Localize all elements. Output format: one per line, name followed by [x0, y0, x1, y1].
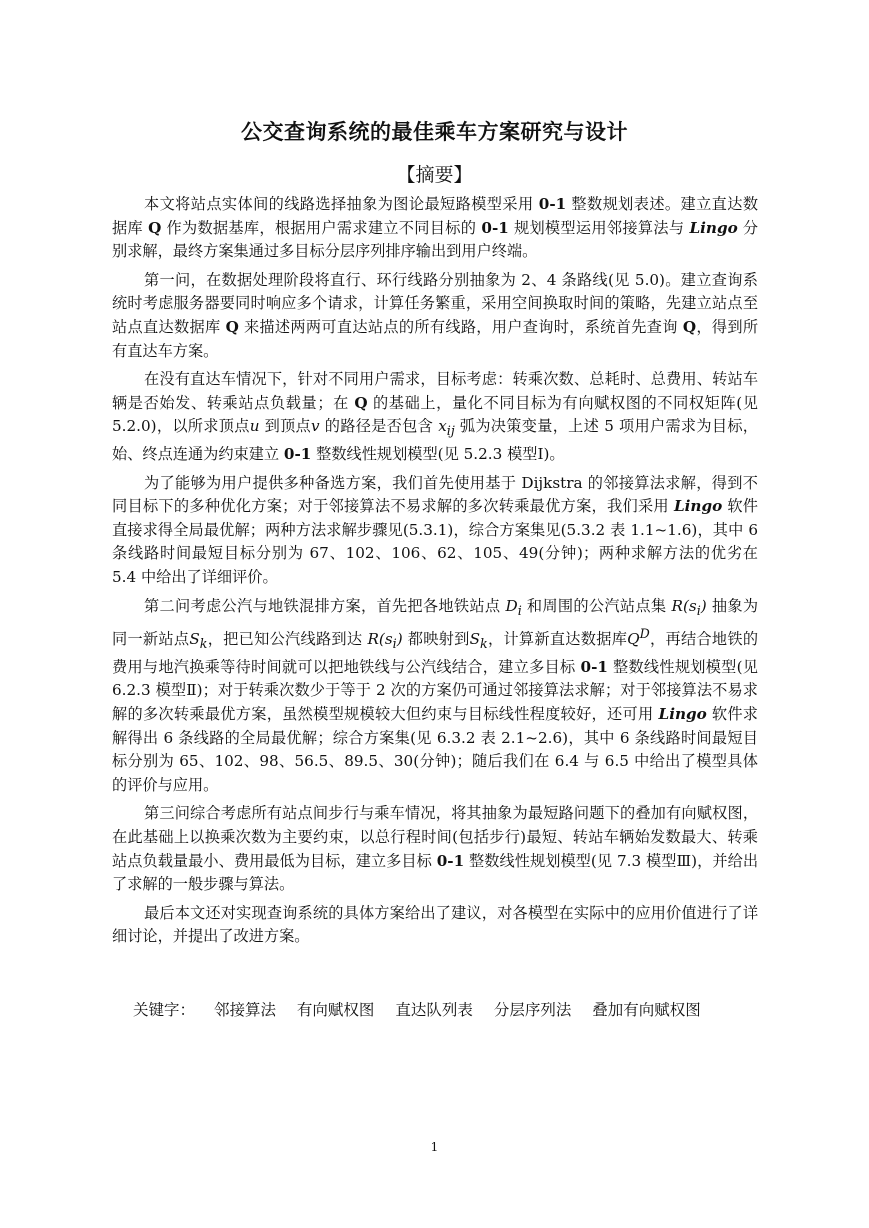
- bold-term: 0-1: [580, 657, 608, 676]
- text-run: 软件直接求得全局最优解；两种方法求解步骤见(5.3.1)，综合方案集见(5.3.2 表 1.1~1.6)，其中 6 条线路时间最短目标分别为 67、102、106、62、105、49(分钟)；两种求解方法的优劣在 5.4 中给出了详细评价。: [112, 497, 758, 586]
- text-run: 的路径是否包含: [319, 417, 439, 436]
- text-run: 来描述两两可直达站点的所有线路，用户查询时，系统首先查询: [238, 317, 683, 336]
- bold-term: 0-1: [538, 195, 567, 213]
- text-run: 整数线性规划模型(见 6.2.3 模型Ⅱ)；对于转乘次数少于等于 2 次的方案仍可通过邻接算法求解；对于邻接算法不易求解的多次转乘最优方案，虽然模型规模较大但约束与目标线性程度较好，还可用: [112, 657, 758, 724]
- software-name: Lingo: [689, 218, 738, 237]
- math-variable: [469, 630, 488, 652]
- math-symbol: S: [189, 630, 200, 649]
- text-run: 作为数据基库，根据用户需求建立不同目标的: [161, 218, 482, 237]
- text-run: ，计算新直达数据库: [487, 630, 628, 649]
- abstract-paragraph-7: [112, 902, 758, 949]
- text-run: 的基础上，量化不同目标为有向赋权图的不同权矩阵(见 5.2.0)，以所求顶点: [112, 393, 758, 436]
- text-run: 本文将站点实体间的线路选择抽象为图论最短路模型采用: [144, 195, 539, 213]
- math-symbol: ): [700, 596, 707, 615]
- abstract-paragraph-6: [112, 802, 758, 896]
- keyword: 直达队列表: [395, 1001, 473, 1019]
- abstract-body: [112, 193, 758, 954]
- text-run: ，得到所有直达车方案。: [112, 317, 759, 360]
- text-run: 弧为决策变量，上述 5 项用户需求为目标，始、终点连通为约束建立: [112, 417, 758, 463]
- text-run: 第一问，在数据处理阶段将直行、环行线路分别抽象为 2、4 条路线(见 5.0)。建立查询系统时考虑服务器要同时响应多个请求，计算任务繁重，采用空间换取时间的策略，先建立站点至站点直达数据库: [112, 270, 758, 336]
- bold-term: 0-1: [481, 218, 509, 237]
- page-number: 1: [430, 1140, 439, 1154]
- text-run: 和周围的公汽站点集: [521, 596, 672, 615]
- math-symbol: D: [505, 596, 518, 615]
- text-run: 在没有直达车情况下，针对不同用户需求，目标考虑：转乘次数、总耗时、总费用、转站车辆是否始发、转乘站点负载量；在: [112, 370, 758, 412]
- math-symbol: Q: [627, 630, 640, 649]
- text-run: 第二问考虑公汽与地铁混排方案，首先把各地铁站点: [144, 596, 506, 615]
- math-subscript: k: [199, 636, 208, 652]
- text-run: 都映射到: [402, 630, 470, 649]
- math-variable: [189, 630, 208, 652]
- math-subscript: i: [696, 602, 701, 618]
- abstract-paragraph-2: [112, 269, 758, 363]
- text-run: 整数线性规划模型(见 5.2.3 模型Ⅰ)。: [311, 444, 565, 463]
- text-run: 软件求解得出 6 条线路的全局最优解；综合方案集(见 6.3.2 表 2.1~2.6)，其中 6 条线路时间最短目标分别为 65、102、98、56.5、89.5、30(分钟)；随后我们在 6.4 与 6.5 中给出了模型具体的评价与应用。: [112, 705, 758, 794]
- abstract-paragraph-1: [112, 193, 758, 264]
- math-variable: [438, 417, 455, 439]
- text-run: ，把已知公汽线路到达: [207, 630, 368, 649]
- text-run: 第三问综合考虑所有站点间步行与乘车情况，将其抽象为最短路问题下的叠加有向赋权图，在此基础上以换乘次数为主要约束，以总行程时间(包括步行)最短、转站车辆始发数最大、转乘站点负载量最小、费用最低为目标，建立多目标: [112, 804, 758, 870]
- keyword: 邻接算法: [213, 1001, 276, 1019]
- math-variable: [627, 626, 650, 649]
- text-run: ，再结合地铁的费用与地汽换乘等待时间就可以把地铁线与公汽线结合，建立多目标: [112, 630, 759, 676]
- keyword: 叠加有向赋权图: [592, 1001, 701, 1019]
- math-subscript: k: [480, 636, 488, 652]
- bold-term: 0-1: [283, 444, 312, 463]
- abstract-paragraph-3: [112, 368, 758, 466]
- bold-term: 0-1: [436, 851, 465, 870]
- keywords-line: [133, 998, 833, 1020]
- bold-term: Q: [354, 393, 368, 412]
- software-name: Lingo: [673, 497, 723, 516]
- math-variable: v: [311, 417, 320, 436]
- math-symbol: ): [396, 630, 403, 649]
- text-run: 整数规划表述。建立直达数据库: [112, 195, 759, 237]
- math-subscript: i: [392, 636, 397, 652]
- bold-term: Q: [682, 317, 697, 336]
- math-superscript: D: [639, 626, 650, 642]
- text-run: 为了能够为用户提供多种备选方案，我们首先使用基于 Dijkstra 的邻接算法求解，得到不同目标下的多种优化方案；对于邻接算法不易求解的多次转乘最优方案，我们采用: [112, 473, 758, 516]
- abstract-paragraph-5: [112, 595, 758, 798]
- math-subscript: i: [517, 602, 522, 618]
- abstract-heading: 【摘要】: [396, 164, 473, 186]
- text-run: 抽象为同一新站点: [112, 596, 759, 649]
- math-symbol: S: [469, 630, 481, 649]
- text-run: 整数线性规划模型(见 7.3 模型Ⅲ)，并给出了求解的一般步骤与算法。: [112, 851, 759, 894]
- software-name: Lingo: [658, 705, 707, 724]
- math-expression: [671, 596, 707, 618]
- bold-term: Q: [225, 317, 239, 336]
- math-variable: u: [249, 417, 260, 436]
- math-variable: [505, 596, 522, 618]
- text-run: 分别求解，最终方案集通过多目标分层序列排序输出到用户终端。: [112, 218, 759, 261]
- abstract-paragraph-4: [112, 472, 758, 590]
- keywords-label: 关键字：: [133, 1001, 196, 1019]
- text-run: 规划模型运用邻接算法与: [508, 218, 690, 237]
- paper-title: 公交查询系统的最佳乘车方案研究与设计: [241, 120, 628, 144]
- math-symbol: R(s: [671, 596, 697, 615]
- keyword: 有向赋权图: [296, 1001, 375, 1019]
- math-symbol: R(s: [367, 630, 393, 649]
- math-subscript: ij: [446, 423, 455, 439]
- math-symbol: x: [438, 417, 447, 436]
- bold-term: Q: [148, 218, 162, 237]
- math-expression: [367, 630, 403, 652]
- text-run: 到顶点: [259, 417, 312, 436]
- text-run: 最后本文还对实现查询系统的具体方案给出了建议，对各模型在实际中的应用价值进行了详细讨论，并提出了改进方案。: [112, 903, 758, 946]
- keyword: 分层序列法: [493, 1001, 572, 1019]
